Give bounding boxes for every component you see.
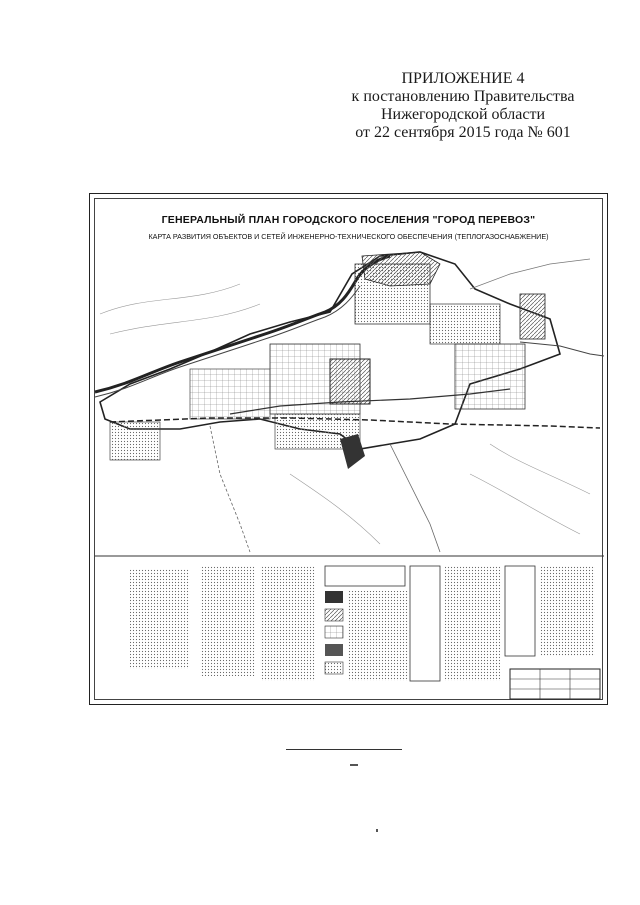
center-core (330, 359, 370, 404)
east-forest-block (520, 294, 545, 339)
appendix-header (348, 70, 578, 142)
region-name: Нижегородской области (380, 106, 545, 123)
signature-line (286, 749, 402, 750)
scan-mark (350, 764, 358, 766)
resolution-date: от 22 сентября 2015 года № 601 (355, 124, 571, 141)
map-sheet (89, 193, 608, 705)
southwest-area (110, 422, 160, 460)
east-zone (430, 304, 500, 344)
title-block (510, 669, 600, 699)
west-district (190, 369, 270, 419)
resolution-reference: к постановлению Правительства (351, 88, 575, 105)
map-title: ГЕНЕРАЛЬНЫЙ ПЛАН ГОРОДСКОГО ПОСЕЛЕНИЯ "ГОРОД ПЕРЕВОЗ" (161, 214, 536, 226)
east-road (520, 342, 604, 356)
legend-area (130, 566, 600, 699)
scan-mark (376, 829, 378, 832)
east-industrial (455, 344, 525, 409)
southeast-road (390, 444, 440, 552)
southeast-block (340, 434, 365, 469)
appendix-number: ПРИЛОЖЕНИЕ 4 (401, 70, 525, 87)
south-road (210, 426, 250, 552)
map-subtitle: КАРТА РАЗВИТИЯ ОБЪЕКТОВ И СЕТЕЙ ИНЖЕНЕРНО-ТЕХНИЧЕСКОГО ОБЕСПЕЧЕНИЯ (ТЕПЛОГАЗОСНАБЖЕНИЕ) (148, 232, 549, 241)
forest-north (362, 252, 440, 286)
north-road (470, 259, 590, 289)
master-plan-map (90, 194, 609, 706)
